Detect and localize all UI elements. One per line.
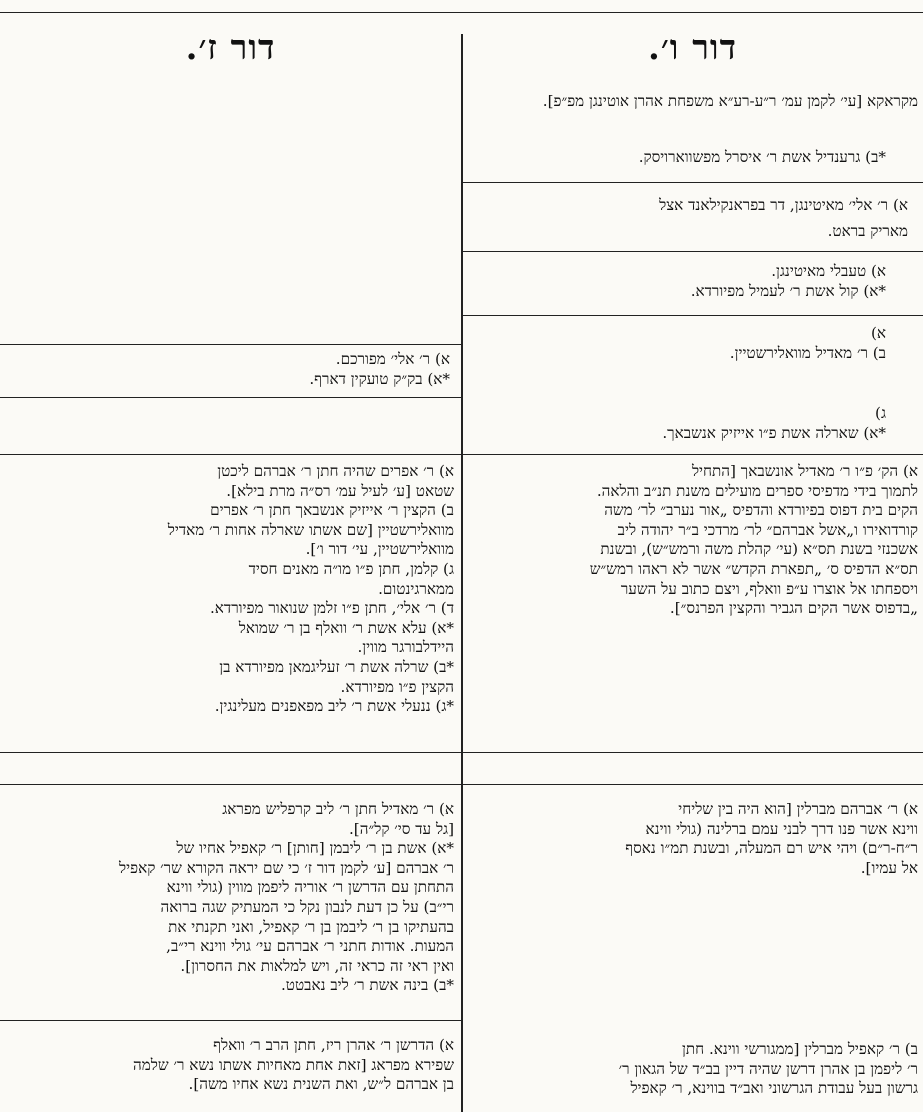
- text-line: א): [870, 324, 886, 342]
- text-line: *ב) גרענדיל אשת ר׳ איסרל מפשווארויסק.: [638, 148, 886, 166]
- text-line: לתמוך בידי מדפיסי ספרים מועילים משנת תנ״ב והלאה.: [596, 481, 918, 500]
- rule: [0, 1020, 461, 1021]
- text-line: אל עמיו].: [860, 858, 918, 877]
- rule: [0, 344, 461, 345]
- left-entry-2: [4, 800, 454, 996]
- text-line: הקים בית דפוס בפיורדא והדפיס „אור נערב״ לר׳ משה: [604, 501, 918, 520]
- right-entry-7: [466, 800, 918, 878]
- text-line: ב) הקצין ר׳ אייזיק אנשבאך חתן ר׳ אפרים: [210, 501, 454, 520]
- text-line: תס״א הדפיס ס׳ „תפארת הקדש״ אשר לא ראהו רמש״ש: [589, 559, 918, 578]
- text-line: *ג) ננעלי אשת ר׳ ליב מפאפנים מעלינגין.: [214, 697, 454, 716]
- text-line: בן אברהם ל״ש, ואת השנית נשא אחיו משה].: [188, 1075, 454, 1094]
- text-line: הקצין פ״ו מפיורדא.: [340, 677, 454, 696]
- left-entry-1: [4, 462, 454, 717]
- text-line: אשכנזי בשנת תס״א (עי׳ קהלת משה ורמש״ש), ובשנת: [600, 540, 918, 559]
- rule: [0, 397, 461, 398]
- text-line: ואין ראי זה כראי זה, ויש למלאות את החסרון].: [180, 956, 454, 975]
- text-line: א) טעבלי מאיטינגן.: [771, 262, 886, 280]
- text-line: ג) קלמן, חתן פ״ו מו״ה מאנים חסיד: [248, 559, 454, 578]
- rule: [463, 251, 923, 252]
- text-line: מאריק בראט.: [827, 221, 908, 240]
- right-entry-4: [466, 324, 886, 363]
- text-line: היידלבורגר מווין.: [357, 638, 454, 657]
- text-line: התחתן עם הדרשן ר׳ אוריה ליפמן מווין (גולי ווינא: [166, 878, 454, 897]
- rule: [463, 182, 923, 183]
- rule: [463, 752, 923, 753]
- rule: [0, 752, 461, 753]
- text-line: א) ר׳ אלי׳ מפורכם.: [335, 350, 450, 368]
- text-line: ווינא אשר פנו דרך לבני עמם ברלינה (גולי ווינא: [645, 819, 918, 838]
- text-line: א) הדרשן ר׳ אהרן ריז, חתן הרב ר׳ וואלף: [213, 1036, 454, 1054]
- text-line: ג): [875, 404, 886, 422]
- right-entry-6: [466, 462, 918, 619]
- text-line: ר״ח-ר״ם) ויהי איש רם המעלה, ובשנת תמ״ו נאסף: [625, 839, 918, 858]
- text-line: א) הק׳ פ״ו ר׳ מאדיל אונשבאך [התחיל: [691, 462, 918, 480]
- right-column-title: דור ו׳.: [648, 28, 737, 68]
- left-column-title: דור ז׳.: [185, 28, 276, 68]
- text-line: רי״ב) על כן דעת לנבון נקל כי המעתיק שגה ברואה: [160, 897, 454, 916]
- text-line: מוואלירשטיין [שם אשתו שארלה אחות ר׳ מאדיל: [167, 520, 454, 539]
- text-line: המעות. אודות חתני ר׳ אברהם עי׳ גולי ווינא רי״ב,: [166, 937, 454, 956]
- text-line: *א) עלא אשת ר׳ וואלף בן ר׳ שמואל: [238, 618, 454, 637]
- column-divider: [461, 34, 463, 1112]
- text-line: ר׳ ליפמן בן אהרן דרשן שהיה דיין בב״ד של הגאון ר׳: [618, 1059, 918, 1078]
- right-entry-5: [466, 404, 886, 443]
- right-entry-8: [466, 1040, 918, 1099]
- left-entry-3: [4, 1036, 454, 1095]
- rule: [463, 784, 923, 785]
- text-line: א) ר׳ אפרים שהיה חתן ר׳ אברהם ליכטן: [217, 462, 454, 480]
- text-line: שפירא מפראג [זאת אחת מאחיות אשתו נשא ר׳ שלמה: [133, 1055, 454, 1074]
- text-line: בהעתיקו בן ר׳ ליבמן בן ר׳ קאפיל, ואני תקנתי את: [168, 917, 454, 936]
- text-line: *א) שארלה אשת פ״ו אייזיק אנשבאך.: [662, 423, 886, 442]
- text-line: א) ר׳ אלי׳ מאיטינגן, דר בפראנקילאנד אצל: [659, 196, 908, 214]
- text-line: ב) ר׳ קאפיל מברלין [ממגורשי ווינא. חתן: [682, 1040, 918, 1058]
- right-entry-3: [466, 262, 886, 301]
- right-entry-0: [466, 92, 918, 112]
- text-line: גרשון בעל עבודת הגרשוני ואב״ד בווינא, ר׳ קאפיל: [630, 1079, 918, 1098]
- text-line: *ב) בינה אשת ר׳ ליב נאבטט.: [280, 976, 454, 995]
- text-line: שטאט [ע׳ לעיל עמ׳ רס״ה מרת בילא].: [226, 481, 454, 500]
- right-entry-1: [466, 148, 886, 168]
- text-line: *א) אשת בן ר׳ ליבמן [חותן] ר׳ קאפיל אחיו של: [176, 839, 454, 858]
- top-rule: [0, 12, 923, 13]
- text-line: *א) קול אשת ר׳ לעמיל מפיורדא.: [690, 281, 886, 300]
- text-line: א) ר׳ אברהם מברלין [הוא היה בין שליחי: [678, 800, 918, 818]
- text-line: *א) בק״ק טועקין דארף.: [309, 369, 450, 388]
- rule: [463, 315, 923, 316]
- left-entry-0: [120, 350, 450, 389]
- text-line: ר׳ אברהם [ע׳ לקמן דור ז׳ כי שם יראה הקורא שר׳ קאפיל: [119, 858, 454, 877]
- rule: [0, 784, 461, 785]
- text-line: ד) ר׳ אלי׳, חתן פ״ו זלמן שנואור מפיורדא.: [209, 599, 454, 618]
- text-line: *ב) שרלה אשת ר׳ זעליגמאן מפיורדא בן: [219, 657, 454, 676]
- text-line: ממארגינטום.: [378, 579, 454, 598]
- text-line: ויספחתו אל אוצרו ע״פ וואלף, ויצם כתוב על השער: [620, 579, 918, 598]
- text-line: [גל עד סי׳ קל״ה].: [348, 819, 454, 838]
- text-line: „בדפוס אשר הקים הגביר והקצין הפרנס״].: [669, 599, 918, 618]
- text-line: מקראקא [עי׳ לקמן עמ׳ ר״ע-רע״א משפחת אהרן אוטינגן מפ״פ].: [542, 92, 918, 110]
- right-entry-2: [466, 196, 908, 241]
- text-line: א) ר׳ מאדיל חתן ר׳ ליב קרפליש מפראג: [222, 800, 454, 818]
- text-line: ב) ר׳ מאדיל מוואלירשטיין.: [729, 343, 886, 362]
- text-line: קורדואירו ו„אשל אברהם״ לר׳ מרדכי ב״ר יהודה ליב: [617, 520, 918, 539]
- rule: [0, 454, 461, 455]
- text-line: מוואלירשטיין, עי׳ דור ו׳].: [305, 540, 454, 559]
- rule: [463, 454, 923, 455]
